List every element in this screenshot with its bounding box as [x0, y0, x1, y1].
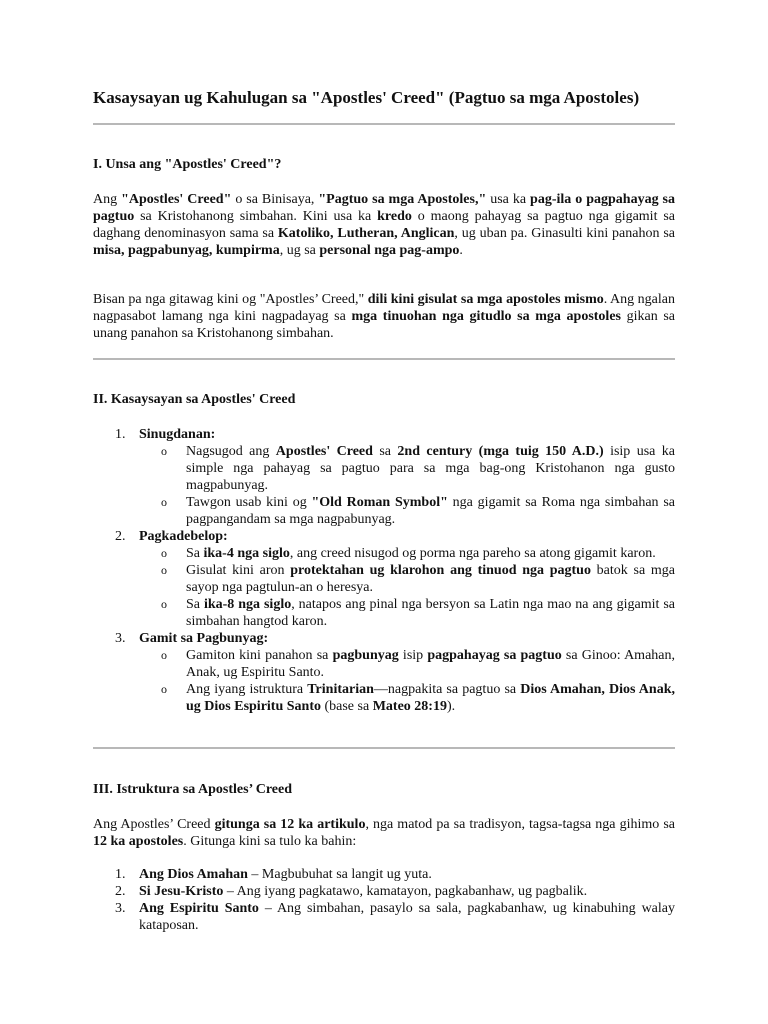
text-run: Sa [186, 597, 204, 612]
section-1-heading: I. Unsa ang "Apostles' Creed"? [93, 157, 282, 172]
list-item-label: Ang Espiritu Santo [139, 901, 259, 916]
circle-bullet-icon: o [161, 682, 167, 696]
text-run: Ang [93, 192, 122, 207]
text-run: gikan sa unang panahon sa Kristohanong simbahan. [93, 309, 676, 341]
sub-list-item [93, 443, 675, 494]
list-number: 1. [115, 867, 126, 882]
text-run-bold: kredo [377, 209, 412, 224]
text-run: o sa Binisaya, [231, 192, 319, 207]
section-3-intro [93, 816, 675, 850]
text-run: Nagsugod ang [186, 444, 276, 459]
list-item [93, 866, 675, 883]
list-number: 2. [115, 884, 126, 899]
text-run: Gisulat kini aron [186, 563, 291, 578]
text-run: isip usa ka simple nga pahayag sa pagtuo para sa mga bag-ong Kristohanon nga gusto magpabunyag. [186, 444, 675, 493]
list-item [93, 883, 675, 900]
history-list [93, 426, 675, 715]
text-run-bold: "Old Roman Symbol" [311, 495, 448, 510]
text-run-bold: personal nga pag-ampo [319, 243, 460, 258]
section-divider [93, 123, 675, 125]
text-run: sa Kristohanong simbahan. Kini usa ka [134, 209, 378, 224]
circle-bullet-icon: o [161, 648, 167, 662]
list-number: 3. [115, 901, 126, 916]
list-item [93, 630, 675, 647]
text-run: , ug uban pa. Ginasulti kini panahon sa [454, 226, 675, 241]
text-run: Tawgon usab kini og [186, 495, 312, 510]
text-run: . [459, 243, 463, 258]
circle-bullet-icon: o [161, 563, 167, 577]
text-run: usa ka [486, 192, 531, 207]
text-run-bold: ika-8 nga siglo [203, 597, 292, 612]
sub-list-item [93, 562, 675, 596]
sub-list-item [93, 596, 675, 630]
text-run-bold: Mateo 28:19 [372, 699, 447, 714]
list-item [93, 900, 675, 934]
text-run-bold: Katoliko, Lutheran, Anglican [277, 226, 455, 241]
list-item-label: Si Jesu-Kristo [139, 884, 224, 899]
text-run-bold: Trinitarian [307, 682, 374, 697]
text-run-bold: Apostles' Creed [275, 444, 373, 459]
text-run: sa Ginoo: Amahan, Anak, ug Espiritu Santo. [186, 648, 675, 680]
sub-list-item [93, 647, 675, 681]
list-item-text: – Ang iyang pagkatawo, kamatayon, pagkabanhaw, ug pagbalik. [223, 884, 588, 899]
sub-list-item [93, 545, 675, 562]
sub-list-item [93, 494, 675, 528]
section-1-paragraph-2 [93, 291, 675, 342]
text-run: nga gigamit sa Roma nga simbahan sa pagpangandam sa mga nagpabunyag. [186, 495, 676, 527]
text-run: isip [398, 648, 428, 663]
text-run: , nga matod pa sa tradisyon, tagsa-tagsa nga gihimo sa [365, 817, 675, 832]
list-item-text: – Magbubuhat sa langit ug yuta. [247, 867, 432, 882]
text-run: , natapos ang pinal nga bersyon sa Latin nga mao na ang gigamit sa simbahan hangtod karon. [186, 597, 675, 629]
text-run-bold: mga tinuohan nga gitudlo sa mga apostoles [351, 309, 621, 324]
section-divider [93, 358, 675, 360]
section-3-heading: III. Istruktura sa Apostles’ Creed [93, 782, 292, 797]
text-run-bold: "Pagtuo sa mga Apostoles," [318, 192, 487, 207]
text-run-bold: 12 ka apostoles [93, 834, 184, 849]
text-run: (base sa [320, 699, 373, 714]
list-item [93, 426, 675, 443]
text-run-bold: "Apostles' Creed" [121, 192, 232, 207]
list-item-label: Gamit sa Pagbunyag: [139, 631, 269, 646]
text-run: . Ang ngalan nagpasabot lamang nga kini nagpadayag sa [93, 292, 675, 324]
circle-bullet-icon: o [161, 495, 167, 509]
text-run: ). [446, 699, 456, 714]
list-item [93, 528, 675, 545]
text-run: —nagpakita sa pagtuo sa [373, 682, 521, 697]
text-run-bold: gitunga sa 12 ka artikulo [214, 817, 366, 832]
list-number: 3. [115, 631, 126, 646]
text-run: . Gitunga kini sa tulo ka bahin: [183, 834, 357, 849]
list-item-label: Ang Dios Amahan [139, 867, 248, 882]
section-divider [93, 747, 675, 749]
list-item-label: Sinugdanan: [139, 427, 216, 442]
circle-bullet-icon: o [161, 597, 167, 611]
text-run: Gamiton kini panahon sa [186, 648, 333, 663]
list-item-text: – Ang simbahan, pasaylo sa sala, pagkabanhaw, ug kinabuhing walay kataposan. [139, 901, 675, 933]
text-run: , ang creed nisugod og porma nga pareho sa atong gigamit karon. [289, 546, 656, 561]
list-number: 2. [115, 529, 126, 544]
text-run-bold: dili kini gisulat sa mga apostoles mismo [367, 292, 604, 307]
text-run: batok sa mga sayop nga pagtulun-an o heresya. [186, 563, 675, 595]
text-run-bold: pag-ila o pagpahayag sa pagtuo [93, 192, 675, 224]
section-1-paragraph-1 [93, 191, 675, 259]
section-2-heading: II. Kasaysayan sa Apostles' Creed [93, 392, 296, 407]
circle-bullet-icon: o [161, 546, 167, 560]
sub-list-item [93, 681, 675, 715]
text-run-bold: Dios Amahan, Dios Anak, ug Dios Espiritu Santo [186, 682, 675, 714]
text-run-bold: pagpahayag sa pagtuo [427, 648, 562, 663]
structure-list [93, 866, 675, 934]
text-run-bold: 2nd century (mga tuig 150 A.D.) [397, 444, 604, 459]
text-run: Bisan pa nga gitawag kini og "Apostles’ Creed," [93, 292, 368, 307]
text-run-bold: protektahan ug klarohon ang tinuod nga pagtuo [290, 563, 591, 578]
circle-bullet-icon: o [161, 444, 167, 458]
text-run: sa [372, 444, 398, 459]
document-title: Kasaysayan ug Kahulugan sa "Apostles' Creed" (Pagtuo sa mga Apostoles) [93, 88, 640, 107]
text-run: Ang Apostles’ Creed [93, 817, 215, 832]
text-run: o maong pahayag sa pagtuo nga gigamit sa daghang denominasyon sama sa [93, 209, 675, 241]
text-run-bold: pagbunyag [332, 648, 399, 663]
text-run-bold: ika-4 nga siglo [203, 546, 290, 561]
text-run: Sa [186, 546, 204, 561]
text-run-bold: misa, pagpabunyag, kumpirma [93, 243, 280, 258]
list-item-label: Pagkadebelop: [139, 529, 228, 544]
list-number: 1. [115, 427, 126, 442]
text-run: Ang iyang istruktura [186, 682, 308, 697]
text-run: , ug sa [279, 243, 320, 258]
